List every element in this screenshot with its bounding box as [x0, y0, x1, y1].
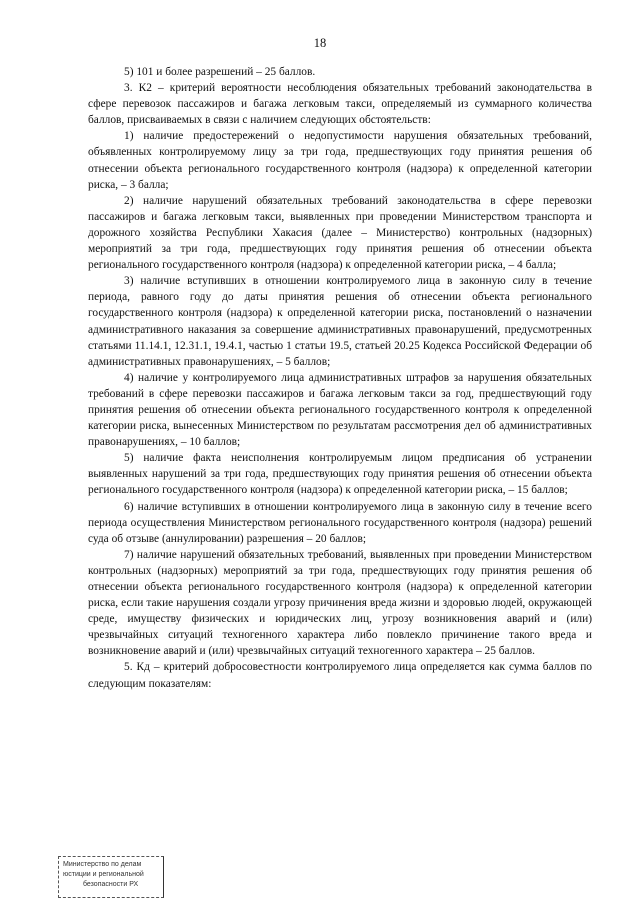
paragraph: 5. Кд – критерий добросовестности контролируемого лица определяется как сумма баллов по следующим показателям: — [88, 661, 592, 690]
paragraph: 7) наличие нарушений обязательных требований, выявленных при проведении Министерством контрольных (надзорных) мероприятий за три года, предшествующих году принятия решения об отнесении объекта регионального государственного контроля (надзора) к определенной категории риска, если такие нарушения создали угрозу причинения вреда жизни и здоровью людей, окружающей среде, имуществу физических и юридических лиц, угрозу возникновения аварий и (или) чрезвычайных ситуаций техногенного характера либо повлекло причинение такого вреда и возникновение аварий и (или) чрезвычайных ситуаций техногенного характера – 25 баллов. — [88, 548, 592, 658]
paragraph: 3) наличие вступивших в отношении контролируемого лица в законную силу в течение периода, равного году до даты принятия решения об отнесении объекта регионального государственного контроля (надзора) к определенной категории риска, постановлений о назначении административного наказания за совершение административных правонарушений, предусмотренных статьями 11.14.1, 12.31.1, 19.4.1, частью 1 статьи 19.5, статьей 20.25 Кодекса Российской Федерации об административных правонарушениях, – 5 баллов; — [88, 275, 592, 368]
registration-stamp — [58, 856, 164, 898]
stamp-line: Министерство по делам — [63, 861, 142, 868]
paragraph: 5) 101 и более разрешений – 25 баллов. — [124, 66, 316, 78]
stamp-line: юстиции и региональной — [63, 871, 144, 878]
paragraph: 1) наличие предостережений о недопустимости нарушения обязательных требований, объявленных контролируемому лицу за три года, предшествующих году принятия решения об отнесении объекта регионального государственного контроля (надзора) к определенной категории риска, – 3 балла; — [88, 130, 592, 191]
document-body — [88, 64, 592, 692]
paragraph: 5) наличие факта неисполнения контролируемым лицом предписания об устранении выявленных нарушений за три года, предшествующих году принятия решения об отнесении объекта регионального государственного контроля (надзора) к определенной категории риска, – 15 баллов; — [88, 452, 592, 497]
page-number: 18 — [313, 36, 327, 50]
paragraph: 3. К2 – критерий вероятности несоблюдения обязательных требований законодательства в сфере перевозок пассажиров и багажа легковым такси, определяемый из суммарного количества баллов, присваиваемых в связи с наличием следующих обстоятельств: — [88, 82, 592, 127]
stamp-line: безопасности РХ — [83, 881, 139, 888]
paragraph: 6) наличие вступивших в отношении контролируемого лица в законную силу в течение всего периода осуществления Министерством регионального государственного контроля (надзора) решений суда об отзыве (аннулировании) разрешения – 20 баллов; — [88, 500, 592, 545]
paragraph: 4) наличие у контролируемого лица административных штрафов за нарушения обязательных требований в сфере перевозки пассажиров и багажа легковым такси за год, предшествующий году принятия решения об отнесении объекта регионального государственного контроля к определенной категории риска, вынесенных Министерством по результатам рассмотрения дел об административных правонарушениях, – 10 баллов; — [88, 371, 592, 449]
paragraph: 2) наличие нарушений обязательных требований законодательства в сфере перевозки пассажиров и багажа легковым такси, выявленных при проведении Министерством транспорта и дорожного хозяйства Республики Хакасия (далее – Министерство) контрольных (надзорных) мероприятий за три года, предшествующих году принятия решения об отнесении объекта регионального государственного контроля (надзора) к определенной категории риска, – 4 балла; — [88, 194, 592, 272]
